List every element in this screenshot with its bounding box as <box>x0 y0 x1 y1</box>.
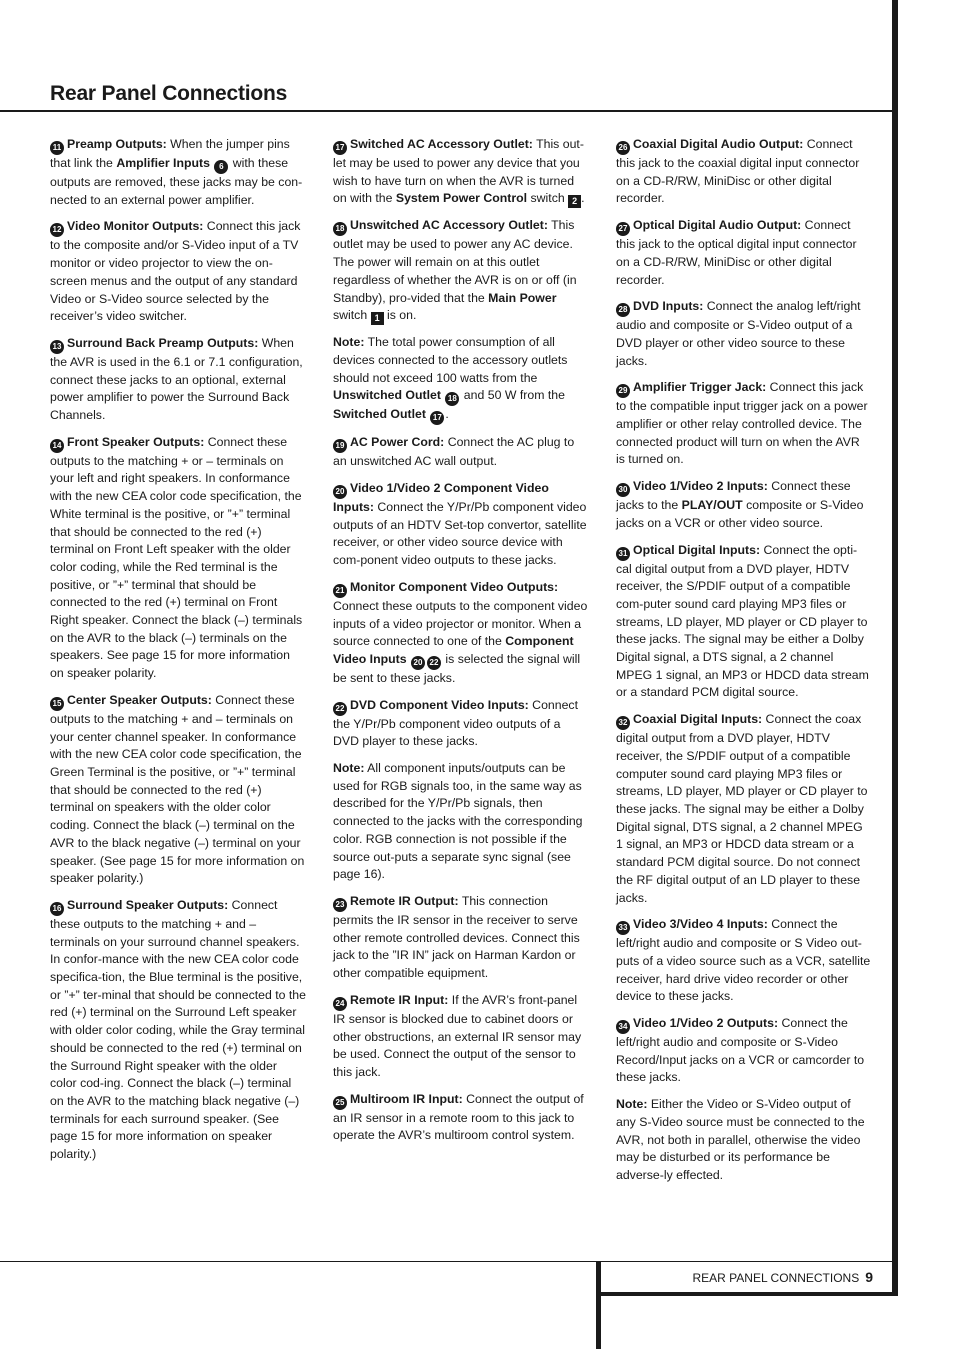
entry-coaxial-digital-output: 26 Coaxial Digital Audio Output: Connect this jack to the coaxial digital input connector on a CD-R/RW, MiniDisc or other digital recorder. <box>616 137 860 206</box>
entry-heading: Center Speaker Outputs: <box>67 692 212 707</box>
entry-heading: Optical Digital Audio Output: <box>633 218 802 233</box>
entry-heading: Multiroom IR Input: <box>350 1091 463 1106</box>
entry-heading: Coaxial Digital Audio Output: <box>633 137 804 151</box>
callout-number: 15 <box>50 697 64 711</box>
callout-number: 29 <box>616 384 630 398</box>
callout-number: 27 <box>616 222 630 236</box>
callout-number: 16 <box>50 902 64 916</box>
entry-dvd-component-inputs: 22 DVD Component Video Inputs: Connect the Y/Pr/Pb component video outputs of a DVD player to these jacks. <box>333 697 578 749</box>
entry-remote-ir-input: 24 Remote IR Input: If the AVR’s front-panel IR sensor is blocked due to cabinet doors or other obstructions, an external IR sensor may be used. Connect the output of the sensor to this jack. <box>333 992 582 1079</box>
callout-number: 30 <box>616 483 630 497</box>
callout-number: 17 <box>333 141 347 155</box>
entry-video-1-2-inputs: 30 Video 1/Video 2 Inputs: Connect these jacks to the PLAY/OUT composite or S-Video jacks on a VCR or other video source. <box>616 479 864 530</box>
callout-number: 6 <box>214 160 228 174</box>
entry-ac-power-cord: 19 AC Power Cord: Connect the AC plug to an unswitched AC wall output. <box>333 435 575 469</box>
note-power-consumption: Note: The total power consumption of all devices connected to the accessory outlets should not exceed 100 watts from the Unswitched Outlet 18 and 50 W from the Switched Outlet 17 . <box>333 334 589 425</box>
column-2 <box>333 136 589 1154</box>
entry-front-speaker-outputs: 14 Front Speaker Outputs: Connect these outputs to the matching + or – terminals on your left and right speakers. In conformance with the new CEA color code specification, the White terminal is the positive, or ”+” terminal that should be connected to the red (+) terminal on Front Left speaker with the older color coding, while the Red terminal is the positive, or ”+” terminal that should be connected to the red (+) terminal on Front Right speaker. Connect the black (–) terminals on the AVR to the black (–) terminals on the speakers. See page 15 for more information on speaker polarity. <box>50 434 303 681</box>
entry-heading: Monitor Component Video Outputs: <box>350 579 559 594</box>
page-footer <box>600 1269 873 1285</box>
entry-video-3-4-inputs: 33 Video 3/Video 4 Inputs: Connect the left/right audio and composite or S Video out-puts of a video source such as a VCR, satellite receiver, hard drive video recorder or other device to these jacks. <box>616 917 871 1004</box>
entry-heading: DVD Component Video Inputs: <box>350 697 529 712</box>
note-video-connection: Note: Either the Video or S-Video output of any S-Video source must be connected to the AVR, not both in parallel, otherwise the video may be disturbed or its performance be adverse-ly effected. <box>616 1097 865 1182</box>
callout-number: 14 <box>50 439 64 453</box>
front-panel-callout: 1 <box>371 312 384 325</box>
callout-number: 31 <box>616 547 630 561</box>
page-number: 9 <box>865 1269 873 1285</box>
callout-number: 11 <box>50 141 64 155</box>
entry-coaxial-digital-inputs: 32 Coaxial Digital Inputs: Connect the coax digital output from a DVD player, HDTV receiver, the S/PDIF output of a compatible computer sound card playing MP3 files or streams, LD player, MD player or CD player to these jacks. The signal may be either a Dolby Digital signal, DTS signal, a 2 channel MPEG 1 signal, an MP3 or HDCD data stream or a standard PCM digital source. Do not connect the RF digital output of an LD player to these jacks. <box>616 712 868 905</box>
callout-number: 25 <box>333 1096 347 1110</box>
entry-heading: AC Power Cord: <box>350 435 445 450</box>
callout-number: 19 <box>333 439 347 453</box>
callout-number: 20 <box>333 485 347 499</box>
entry-preamp-outputs: 11 Preamp Outputs: When the jumper pins that link the Amplifier Inputs 6 with these outputs are removed, these jacks may be con-nected to an external power amplifier. <box>50 137 303 207</box>
front-panel-callout: 2 <box>568 195 581 208</box>
entry-heading: DVD Inputs: <box>633 299 704 314</box>
entry-heading: Unswitched AC Accessory Outlet: <box>350 218 548 233</box>
entry-heading: Optical Digital Inputs: <box>633 542 761 557</box>
callout-number: 22 <box>333 702 347 716</box>
entry-unswitched-ac-outlet: 18 Unswitched AC Accessory Outlet: This outlet may be used to power any AC device. The power will remain on at this outlet regardless of whether the AVR is on or off (in Standby), pro-vided that the Main Power switch 1 is on. <box>333 218 577 324</box>
entry-heading: Coaxial Digital Inputs: <box>633 712 763 727</box>
entry-component-video-inputs: 20 Video 1/Video 2 Component Video Inputs: Connect the Y/Pr/Pb component video outputs of an HDTV Set-top convertor, satellite receiver, or other video source device with com-ponent video outputs to these jacks. <box>333 481 587 568</box>
title-rule <box>0 110 894 112</box>
entry-heading: Video 1/Video 2 Component Video Inputs: <box>333 481 549 515</box>
footer-rule <box>596 1292 898 1296</box>
entry-heading: Amplifier Trigger Jack: <box>633 380 767 395</box>
entry-multiroom-ir-input: 25 Multiroom IR Input: Connect the output of an IR sensor in a remote room to this jack to operate the AVR’s multiroom control system. <box>333 1091 584 1143</box>
callout-number: 23 <box>333 898 347 912</box>
callout-number: 33 <box>616 921 630 935</box>
entry-heading: Switched AC Accessory Outlet: <box>350 137 533 151</box>
entry-monitor-component-outputs: 21 Monitor Component Video Outputs: Connect these outputs to the component video inputs of a video projector or monitor. When a source connected to one of the Component Video Inputs 20 22 is selected the signal will be sent to these jacks. <box>333 579 588 685</box>
entry-heading: Front Speaker Outputs: <box>67 434 205 449</box>
right-edge-bar <box>892 0 898 1296</box>
entry-heading: Video 1/Video 2 Outputs: <box>633 1016 779 1031</box>
entry-heading: Video 1/Video 2 Inputs: <box>633 479 768 494</box>
callout-number: 24 <box>333 997 347 1011</box>
entry-optical-digital-output: 27 Optical Digital Audio Output: Connect this jack to the optical digital input connector on a CD-R/RW, MiniDisc or other digital recorder. <box>616 218 857 287</box>
entry-video-monitor-outputs: 12 Video Monitor Outputs: Connect this jack to the composite and/or S-Video input of a TV monitor or video projector to view the on-screen menus and the output of any standard Video or S-Video source selected by the receiver’s video switcher. <box>50 219 301 324</box>
entry-remote-ir-output: 23 Remote IR Output: This connection permits the IR sensor in the receiver to serve other remote controlled devices. Connect this jack to the ”IR IN” jack on Harman Kardon or other compatible equipment. <box>333 893 580 981</box>
column-3 <box>616 136 872 1194</box>
entry-heading: Remote IR Input: <box>350 992 449 1007</box>
callout-number: 28 <box>616 303 630 317</box>
entry-video-1-2-outputs: 34 Video 1/Video 2 Outputs: Connect the left/right audio and composite or S-Video Record/Input jacks on a VCR or camcorder to these jacks. <box>616 1016 865 1085</box>
entry-heading: Video Monitor Outputs: <box>67 219 204 234</box>
callout-number: 20 <box>411 656 425 670</box>
callout-number: 13 <box>50 340 64 354</box>
entry-heading: Remote IR Output: <box>350 893 459 908</box>
callout-number: 18 <box>333 222 347 236</box>
footer-section-label: REAR PANEL CONNECTIONS <box>692 1271 860 1285</box>
callout-number: 22 <box>427 656 441 670</box>
callout-number: 26 <box>616 141 630 155</box>
page-title: Rear Panel Connections <box>50 82 288 105</box>
note-rgb-signals: Note: All component inputs/outputs can be used for RGB signals too, in the same way as described for the Y/Pr/Pb signals, then connected to the jacks with the corresponding color. RGB connection is not possible if the source out-puts a separate sync signal (see page 16). <box>333 761 583 882</box>
entry-switched-ac-outlet: 17 Switched AC Accessory Outlet: This out-let may be used to power any device that you wish to have turn on when the AVR is turned on with the System Power Control switch 2 . <box>333 137 585 207</box>
entry-center-speaker-outputs: 15 Center Speaker Outputs: Connect these outputs to the matching + and – terminals on your center channel speaker. In conformance with the new CEA color code specification, the Green Terminal is the positive, or ”+” terminal that should be connected to the red (+) terminal on speakers with the older color coding. Connect the black (–) terminal on the AVR to the black negative (–) terminal on your speaker. (See page 15 for more information on speaker polarity.) <box>50 692 305 886</box>
bottom-rule <box>0 1261 894 1262</box>
entry-heading: Video 3/Video 4 Inputs: <box>633 917 768 932</box>
entry-heading: Surround Speaker Outputs: <box>67 897 229 912</box>
entry-optical-digital-inputs: 31 Optical Digital Inputs: Connect the opti-cal digital output from a DVD player, HDTV receiver, the S/PDIF output of a compatible com-puter sound card playing MP3 files or streams, LD player, MD player or CD player to these jacks. The signal may be either a Dolby Digital signal, a DTS signal, a 2 channel MPEG 1 signal, an MP3 or HDCD data stream or a standard PCM digital source. <box>616 542 869 700</box>
callout-number: 34 <box>616 1020 630 1034</box>
entry-heading: Surround Back Preamp Outputs: <box>67 335 259 350</box>
entry-dvd-inputs: 28 DVD Inputs: Connect the analog left/right audio and composite or S-Video output of a DVD player or other video source to these jacks. <box>616 299 861 368</box>
callout-number: 18 <box>445 392 459 406</box>
callout-number: 32 <box>616 716 630 730</box>
entry-surround-speaker-outputs: 16 Surround Speaker Outputs: Connect these outputs to the matching + and – terminals on your surround channel speakers. In confor-mance with the new CEA color code specifica-tion, the Blue terminal is the positive, or ”+” ter-minal that should be connected to the red (+) terminal on the Surround Left speaker with older color coding, while the Gray terminal should be connected to the red (+) terminal on the Surround Right speaker with the older color cod-ing. Connect the black (–) terminal on the AVR to the matching black negative (–) terminals for each surround speaker. (See page 15 for more information on speaker polarity.) <box>50 897 306 1162</box>
note-heading: Note: <box>333 335 365 350</box>
callout-number: 21 <box>333 584 347 598</box>
entry-surround-back-preamp-outputs: 13 Surround Back Preamp Outputs: When the AVR is used in the 6.1 or 7.1 configuration, connect these jacks to an optional, external power amplifier to power the Surround Back Channels. <box>50 335 303 423</box>
note-heading: Note: <box>333 761 365 776</box>
callout-number: 12 <box>50 223 64 237</box>
entry-heading: Preamp Outputs: <box>67 137 167 151</box>
column-1 <box>50 136 306 1173</box>
callout-number: 17 <box>430 411 444 425</box>
entry-amplifier-trigger-jack: 29 Amplifier Trigger Jack: Connect this jack to the compatible input trigger jack on a power amplifier or other relay controlled device. The connected product will turn on when the AVR is turned on. <box>616 380 868 467</box>
note-heading: Note: <box>616 1097 648 1112</box>
